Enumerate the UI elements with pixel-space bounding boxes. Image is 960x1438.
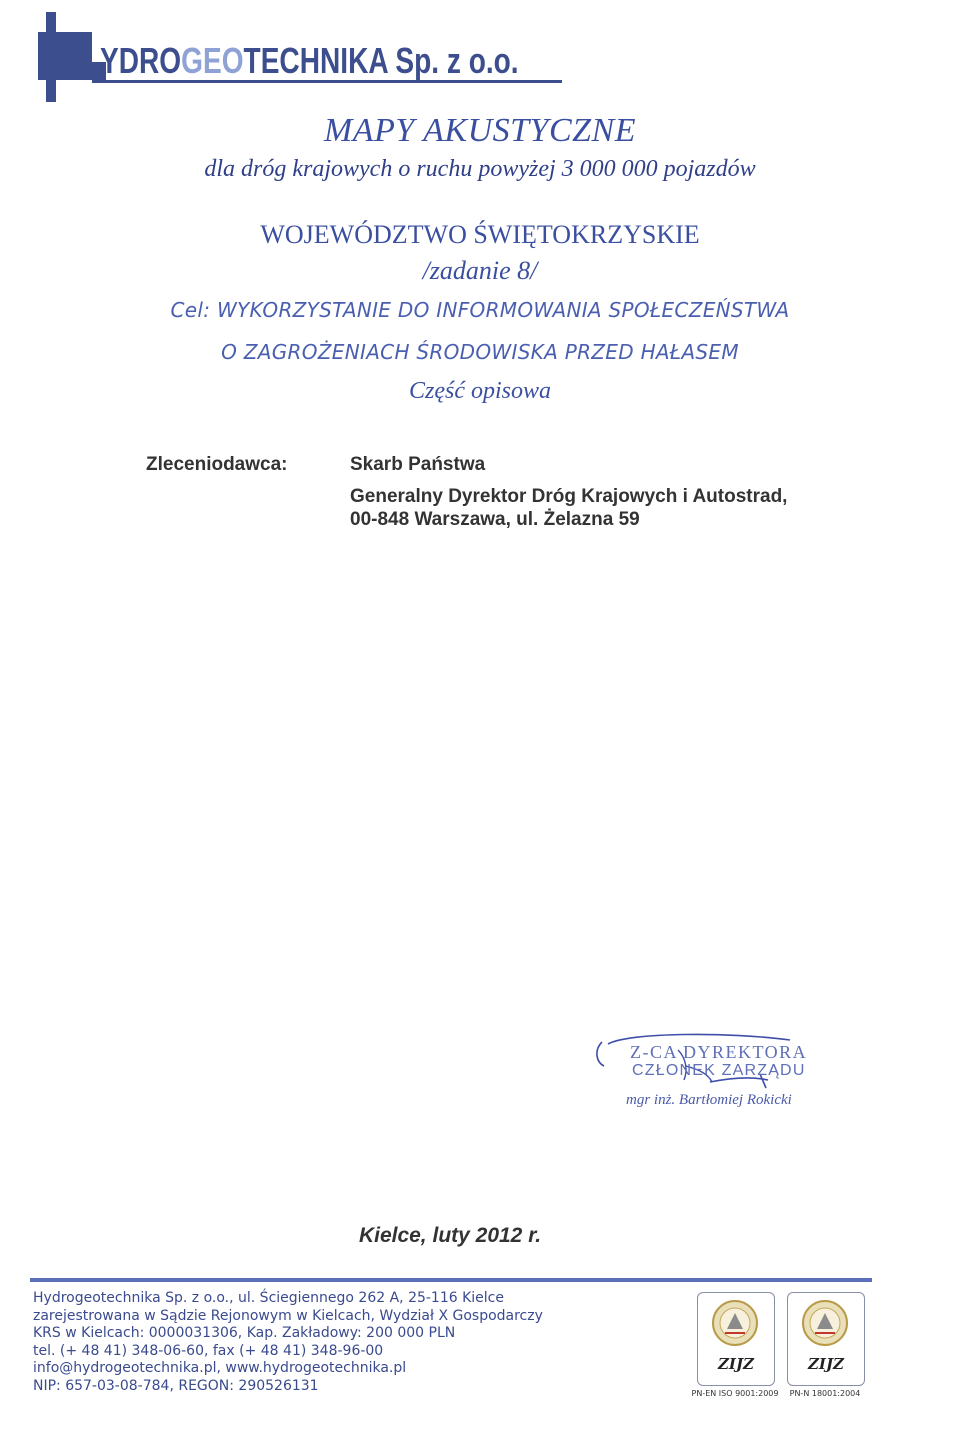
- task-number: /zadanie 8/: [422, 256, 538, 285]
- certificate-badge-pn18001: [787, 1292, 865, 1386]
- footer-divider: [30, 1278, 872, 1282]
- footer-line: tel. (+ 48 41) 348-06-60, fax (+ 48 41) 348-96-00: [33, 1342, 384, 1359]
- signature-stamp: [590, 1030, 830, 1120]
- stamp-line-1: Z-CA DYREKTORA: [630, 1042, 808, 1062]
- certificate-caption: PN-N 18001:2004: [789, 1389, 861, 1398]
- footer-line: NIP: 657-03-08-784, REGON: 290526131: [33, 1377, 319, 1394]
- logo-wordmark: YDROGEOTECHNIKA Sp. z o.o.: [100, 40, 519, 81]
- certificate-badge-iso9001: [697, 1292, 775, 1386]
- stamp-line-2: CZŁONEK ZARZĄDU: [632, 1062, 806, 1079]
- part-label: Część opisowa: [408, 378, 551, 404]
- footer-contact: [33, 1290, 543, 1396]
- region-heading: WOJEWÓDZTWO ŚWIĘTOKRZYSKIE: [260, 220, 700, 249]
- company-logo: [34, 10, 554, 102]
- certificate-org: ZIJZ: [807, 1355, 844, 1373]
- stamp-line-3: mgr inż. Bartłomiej Rokicki: [626, 1092, 792, 1108]
- client-office: Generalny Dyrektor Dróg Krajowych i Autostrad,: [350, 486, 788, 507]
- document-title: MAPY AKUSTYCZNE: [323, 112, 636, 149]
- eagle-seal-icon: [711, 1299, 759, 1347]
- client-name: Skarb Państwa: [350, 454, 486, 475]
- footer-line: zarejestrowana w Sądzie Rejonowym w Kielcach, Wydział X Gospodarczy: [33, 1307, 543, 1324]
- certificate-org: ZIJZ: [717, 1355, 754, 1373]
- eagle-seal-icon: [801, 1299, 849, 1347]
- goal-line-2: O ZAGROŻENIACH ŚRODOWISKA PRZED HAŁASEM: [221, 340, 739, 364]
- footer-line: Hydrogeotechnika Sp. z o.o., ul. Ściegiennego 262 A, 25-116 Kielce: [33, 1290, 504, 1306]
- footer-line: info@hydrogeotechnika.pl, www.hydrogeotechnika.pl: [33, 1360, 407, 1377]
- place-date: Kielce, luty 2012 r.: [358, 1224, 542, 1247]
- footer-line: KRS w Kielcach: 0000031306, Kap. Zakładowy: 200 000 PLN: [33, 1325, 456, 1342]
- document-subtitle: dla dróg krajowych o ruchu powyżej 3 000 000 pojazdów: [204, 156, 756, 182]
- client-label: Zleceniodawca:: [146, 454, 288, 475]
- certificate-caption: PN-EN ISO 9001:2009: [691, 1389, 779, 1398]
- goal-line-1: Cel: WYKORZYSTANIE DO INFORMOWANIA SPOŁECZEŃSTWA: [170, 298, 790, 322]
- client-address: 00-848 Warszawa, ul. Żelazna 59: [350, 509, 640, 530]
- logo-h-block: [38, 32, 92, 80]
